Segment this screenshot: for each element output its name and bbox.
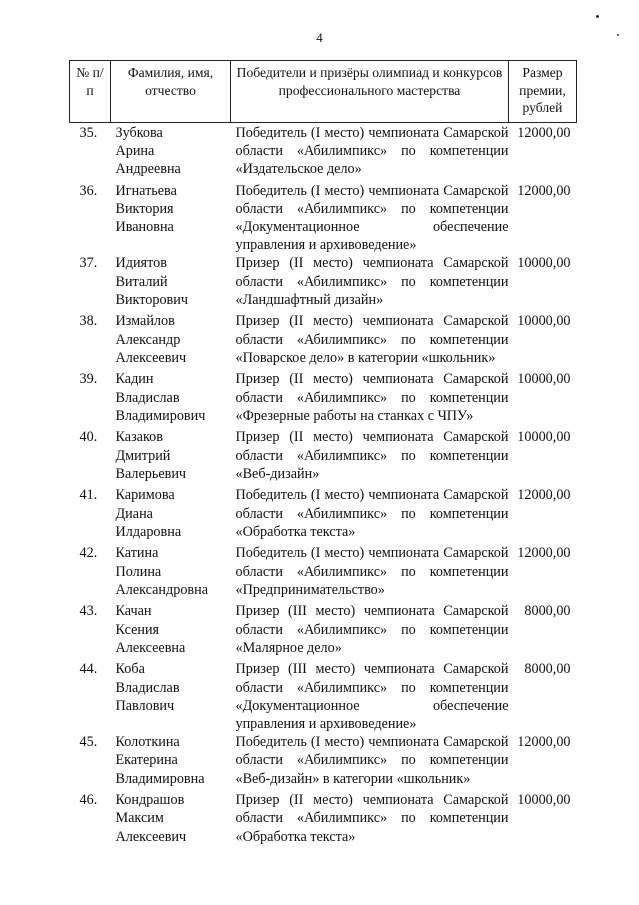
row-number: 44.	[79, 661, 98, 678]
name-part: Виктория	[115, 200, 174, 217]
table-row	[70, 486, 577, 544]
table-row	[70, 428, 577, 486]
award-description: Призер (II место) чемпионата Самарской области «Абилимпикс» по компетенции «Поварское дело» в категории «школьник»	[235, 313, 509, 366]
name-part: Максим	[115, 810, 164, 827]
award-description: Призер (II место) чемпионата Самарской области «Абилимпикс» по компетенции «Веб-дизайн»	[235, 429, 509, 482]
name-part: Владислав	[115, 679, 180, 696]
table-header	[70, 61, 577, 123]
person-name	[111, 544, 231, 602]
name-part: Павлович	[115, 697, 175, 714]
row-number: 35.	[79, 124, 98, 141]
name-part: Дмитрий	[115, 447, 171, 464]
row-number: 41.	[79, 487, 98, 504]
name-part: Александр	[115, 331, 181, 348]
name-part: Владимирович	[115, 407, 206, 424]
award-description: Победитель (I место) чемпионата Самарской области «Абилимпикс» по компетенции «Документационное обеспечение управления и архивоведение»	[235, 182, 509, 254]
header-name: Фамилия, имя, отчество	[111, 61, 231, 123]
table-row	[70, 544, 577, 602]
prize-amount: 12000,00	[517, 545, 571, 562]
person-name	[111, 791, 231, 849]
name-part: Идиятов	[115, 255, 167, 272]
award-description: Победитель (I место) чемпионата Самарской области «Абилимпикс» по компетенции «Издательское дело»	[235, 124, 509, 177]
name-part: Катина	[115, 545, 159, 562]
person-name	[111, 312, 231, 370]
person-name	[111, 428, 231, 486]
row-number: 39.	[79, 371, 98, 388]
table-row	[70, 660, 577, 733]
award-description: Победитель (I место) чемпионата Самарской области «Абилимпикс» по компетенции «Предпринимательство»	[235, 545, 509, 598]
name-part: Алексеевич	[115, 828, 187, 845]
name-part: Екатерина	[115, 752, 178, 769]
header-number: № п/п	[70, 61, 111, 123]
prize-amount: 10000,00	[517, 792, 571, 809]
row-number: 45.	[79, 734, 98, 751]
name-part: Кадин	[115, 371, 154, 388]
award-description: Призер (II место) чемпионата Самарской области «Абилимпикс» по компетенции «Ландшафтный дизайн»	[235, 255, 509, 308]
name-part: Измайлов	[115, 313, 175, 330]
prize-amount: 12000,00	[517, 182, 571, 199]
person-name	[111, 182, 231, 255]
name-part: Коба	[115, 661, 145, 678]
name-part: Арина	[115, 142, 155, 159]
name-part: Диана	[115, 505, 153, 522]
prize-amount: 10000,00	[517, 371, 571, 388]
row-number: 42.	[79, 545, 98, 562]
person-name	[111, 122, 231, 182]
person-name	[111, 486, 231, 544]
table-row	[70, 254, 577, 312]
table-row	[70, 602, 577, 660]
prize-amount: 12000,00	[517, 487, 571, 504]
name-part: Илдаровна	[115, 523, 182, 540]
prize-amount: 12000,00	[517, 734, 571, 751]
header-description: Победители и призёры олимпиад и конкурсов профессионального мастерства	[231, 61, 509, 123]
scan-speck	[617, 34, 619, 36]
name-part: Игнатьева	[115, 182, 177, 199]
name-part: Полина	[115, 563, 162, 580]
name-part: Владислав	[115, 389, 180, 406]
table-row	[70, 733, 577, 791]
award-description: Призер (III место) чемпионата Самарской области «Абилимпикс» по компетенции «Документационное обеспечение управления и архивоведение»	[235, 661, 509, 732]
award-description: Победитель (I место) чемпионата Самарской области «Абилимпикс» по компетенции «Обработка текста»	[235, 487, 509, 540]
award-description: Победитель (I место) чемпионата Самарской области «Абилимпикс» по компетенции «Веб-дизайн» в категории «школьник»	[235, 734, 509, 787]
name-part: Андреевна	[115, 160, 181, 177]
row-number: 40.	[79, 429, 98, 446]
table-row	[70, 122, 577, 182]
name-part: Зубкова	[115, 124, 163, 141]
name-part: Валерьевич	[115, 465, 187, 482]
award-description: Призер (II место) чемпионата Самарской области «Абилимпикс» по компетенции «Фрезерные работы на станках с ЧПУ»	[235, 371, 509, 424]
table-row	[70, 370, 577, 428]
prize-amount: 8000,00	[524, 603, 571, 620]
scan-speck	[596, 15, 599, 18]
name-part: Кондрашов	[115, 792, 185, 809]
name-part: Качан	[115, 603, 152, 620]
person-name	[111, 254, 231, 312]
row-number: 37.	[79, 255, 98, 272]
name-part: Алексеевич	[115, 349, 187, 366]
prize-amount: 10000,00	[517, 429, 571, 446]
prize-amount: 10000,00	[517, 255, 571, 272]
prize-amount: 10000,00	[517, 313, 571, 330]
name-part: Алексеевна	[115, 639, 186, 656]
row-number: 36.	[79, 182, 98, 199]
award-description: Призер (III место) чемпионата Самарской области «Абилимпикс» по компетенции «Малярное дело»	[235, 603, 509, 656]
person-name	[111, 370, 231, 428]
person-name	[111, 602, 231, 660]
person-name	[111, 733, 231, 791]
name-part: Александровна	[115, 581, 209, 598]
page-number: 4	[316, 30, 323, 45]
awards-table	[69, 60, 577, 849]
header-amount: Размер премии, рублей	[509, 61, 577, 123]
award-description: Призер (II место) чемпионата Самарской области «Абилимпикс» по компетенции «Обработка текста»	[235, 792, 509, 845]
table-row	[70, 791, 577, 849]
prize-amount: 12000,00	[517, 124, 571, 141]
name-part: Колоткина	[115, 734, 180, 751]
name-part: Ивановна	[115, 218, 174, 235]
name-part: Казаков	[115, 429, 163, 446]
name-part: Викторович	[115, 291, 188, 308]
row-number: 46.	[79, 792, 98, 809]
table-row	[70, 182, 577, 255]
name-part: Владимировна	[115, 770, 205, 787]
prize-amount: 8000,00	[524, 661, 571, 678]
row-number: 43.	[79, 603, 98, 620]
person-name	[111, 660, 231, 733]
name-part: Ксения	[115, 621, 160, 638]
row-number: 38.	[79, 313, 98, 330]
name-part: Каримова	[115, 487, 175, 504]
table-row	[70, 312, 577, 370]
name-part: Виталий	[115, 273, 168, 290]
